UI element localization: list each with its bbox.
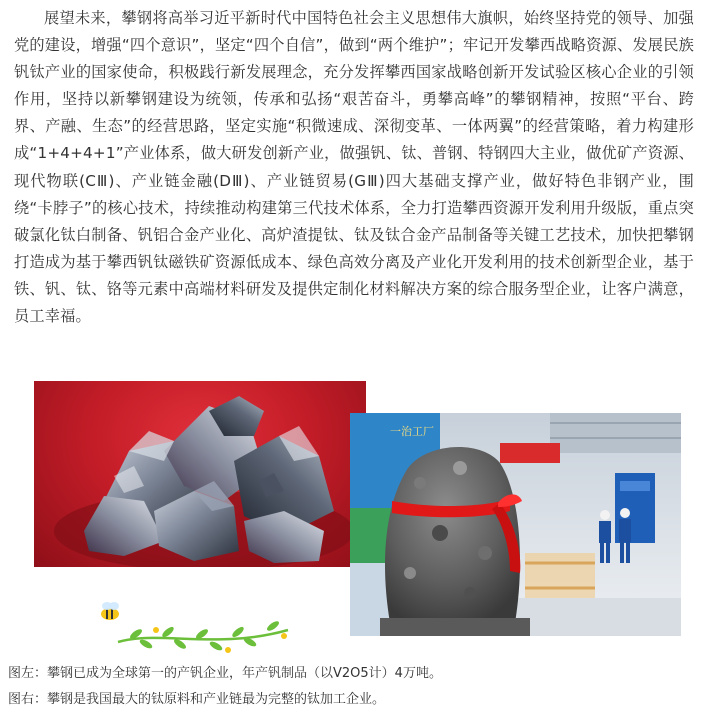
bee-vine-decoration [98, 600, 298, 656]
vanadium-crystals-photo [34, 381, 366, 567]
caption-left: 图左：攀钢已成为全球第一的产钒企业，年产钒制品（以V2O5计）4万吨。 [8, 666, 442, 681]
vanadium-crystals-illustration [34, 381, 366, 567]
bee-icon [101, 602, 119, 620]
vine-icon [118, 620, 288, 653]
titanium-sponge-illustration [350, 413, 681, 636]
factory-sign-text: 一治工厂 [390, 425, 434, 438]
caption-right: 图右：攀钢是我国最大的钛原料和产业链最为完整的钛加工企业。 [8, 692, 386, 707]
bee-vine-illustration [98, 600, 298, 656]
titanium-sponge-photo [350, 413, 681, 636]
article-paragraph: 展望未来，攀钢将高举习近平新时代中国特色社会主义思想伟大旗帜，始终坚持党的领导、加强党的建设，增强“四个意识”，坚定“四个自信”，做到“两个维护”；牢记开发攀西战略资源、发展民族钒钛产业的国家使命，积极践行新发展理念，充分发挥攀西国家战略创新开发试验区核心企业的引领作用，坚持以新攀钢建设为统领，传承和弘扬“艰苦奋斗，勇攀高峰”的攀钢精神，按照“平台、跨界、产融、生态”的经营思路，坚定实施“积微速成、深彻变革、一体两翼”的经营策略，着力构建形成“1+4+4+1”产业体系，做大研发创新产业，做强钒、钛、普钢、特钢四大主业，做优矿产资源、现代物联(CⅢ)、产业链金融(DⅢ)、产业链贸易(GⅢ)四大基础支撑产业，做好特色非钢产业，围绕“卡脖子”的核心技术，持续推动构建第三代技术体系，全力打造攀西资源开发利用升级版，重点突破氯化钛白制备、钒铝合金产业化、高炉渣提钛、钛及钛合金产品制备等关键工艺技术，加快把攀钢打造成为基于攀西钒钛磁铁矿资源低成本、绿色高效分离及产业化开发利用的技术创新型企业，基于铁、钒、钛、铬等元素中高端材料研发及提供定制化材料解决方案的综合服务型企业，让客户满意，员工幸福。 [14, 9, 694, 326]
